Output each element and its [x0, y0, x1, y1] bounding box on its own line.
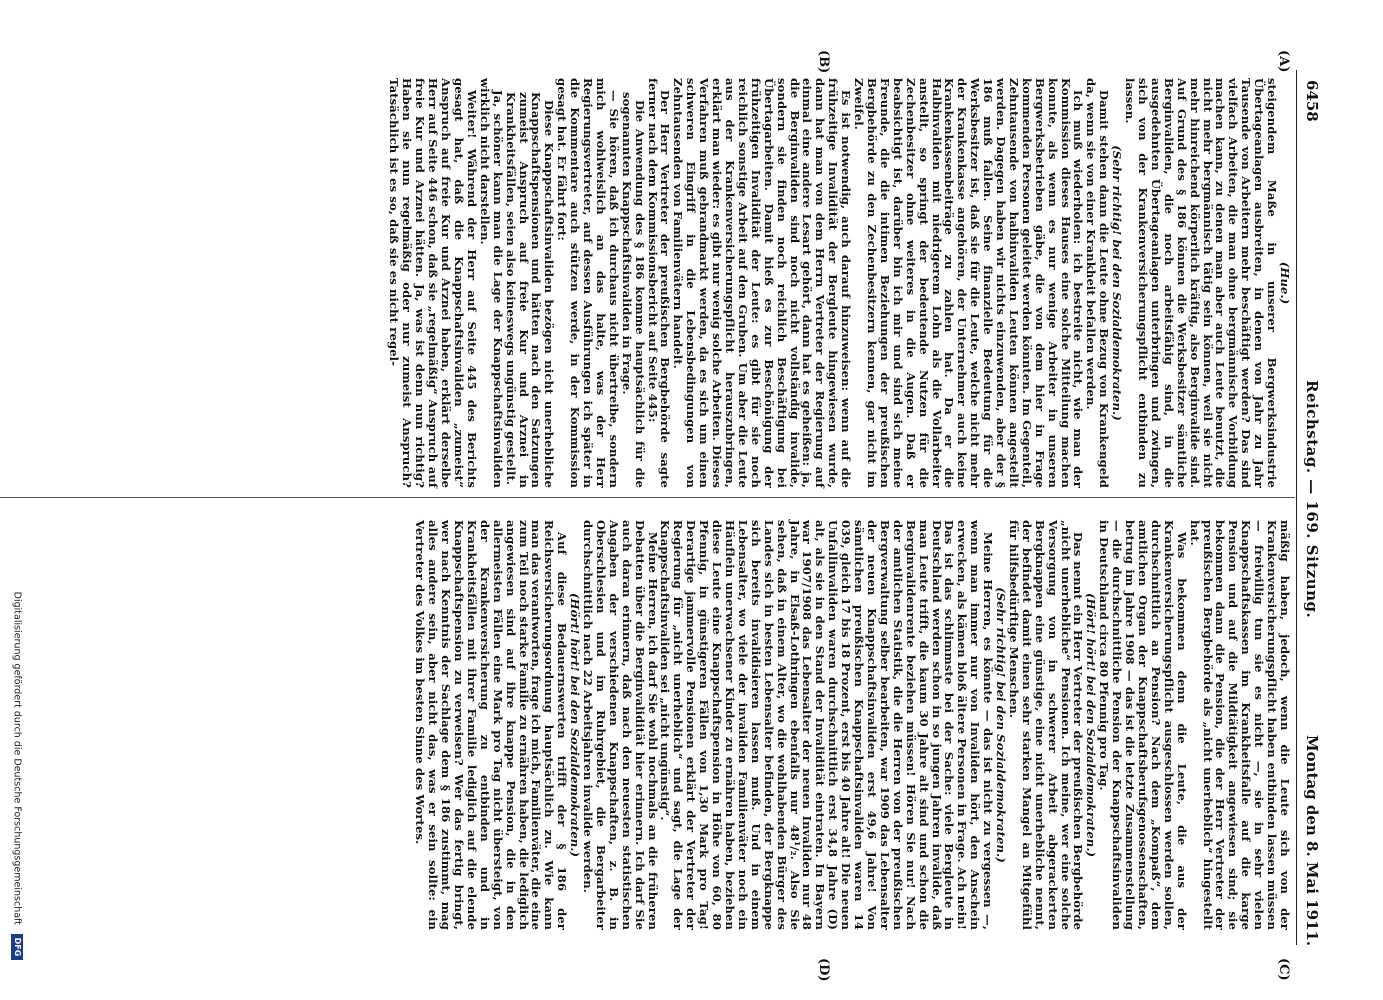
interjection: (Sehr richtig! bei den Sozialdemokraten.)	[1110, 145, 1125, 421]
paragraph: mäßig haben, jedoch, wenn die Leute sich von der Krankenversicherungspflicht haben entbinden lassen müssen — freiwillig tun sie es nicht —, sie in sehr vielen Knappschaftskassen im Krankheitsfalle auf die karge Pension und auf die Mildtätigkeit angewiesen sind; sie bekommen dann die Pension, die der Herr Vertreter der preußischen Bergbehörde als „nicht unerheblich“ hingestellt hat.	[1187, 520, 1292, 930]
margin-letter-a: (A)	[1276, 50, 1291, 73]
header-title: Reichstag. — 169. Sitzung.	[1303, 380, 1321, 619]
paragraph: Was bekommen denn die Leute, die aus der Krankenversicherungspflicht ausgeschlossen werden sollen, durchschnittlich an Pension? Nach dem „Kompaß“, dem amtlichen Organ der Knappschaftsberufsgenossenschaften, betrug im Jahre 1908 — das ist die letzte Zusammenstellung — die durchschnittliche Pension der Knappschaftsinvaliden in Deutschland circa 80 Pfennig pro Tag.	[1097, 520, 1189, 930]
paragraph: Meine Herren, es könnte — das ist nicht zu vergessen —, wenn man immer nur von Invaliden hört, den Anschein erwecken, als kämen bloß ältere Personen in Frage. Ach nein! Das ist das schlimmste bei der Sache: viele Bergleute in Deutschland werden schon in so jungen Jahren invalide, daß man Leute trifft, die kaum 30 Jahre alt sind und schon die Berginvalidenrente beziehen müssen! Hören Sie nur! Nach der amtlichen Statistik, die die Herren von der preußischen Bergverwaltung selber bearbeiten, war 1909 das Lebensalter der neuen Knappschaftsinvaliden erst 49,6 Jahre! Von sämtlichen preußischen Knappschaftsinvaliden waren 14 039, gleich 17 bis 18 Prozent, erst bis 40 Jahre alt! Die neuen Unfallinvaliden waren durchschnittlich erst 34,8 Jahre (D) alt, als sie in den Stand der Invalidität eintraten. In Bayern war 1907/1908 das Lebensalter der neuen Invaliden nur 48 Jahre, in Elsaß-Lothringen ebenfalls nur 48¹/₂. Also Sie sehen, daß in einem Alter, wo die wohlhabenden Bürger des Landes sich in besten Lebensalter befinden, der Bergknappe sich bereits invalidisieren lassen muß. Und in einem Lebensalter, wo viele der invaliden Familienväter noch ein Häuflein unerwachsener Kinder zu ernähren haben, beziehen diese Leute eine Knappschaftspension in Höhe von 60, 80 Pfennig, in günstigeren Fällen von 1,30 Mark pro Tag! Derartige jammervolle Pensionen erklärt der Vertreter der Regierung für „nicht unerheblich“ und sagt, die Lage der Knappschaftsinvaliden sei „nicht ungünstig“.	[658, 520, 996, 930]
digitization-note: Digitalisierung gefördert durch die Deutsche Forschungsgemeinschaft	[11, 591, 23, 925]
header-rule	[1296, 70, 1297, 945]
running-head	[1299, 0, 1321, 1000]
speaker-name: (Hue.)	[1278, 261, 1292, 305]
margin-letter-d: (D)	[816, 958, 831, 982]
paragraph: Damit stehen dann die Leute ohne Bezug von Krankengeld da, wenn sie von einer Krankheit befallen werden.	[1084, 78, 1112, 488]
paragraph: steigendem Maße in unserer Bergwerksindustrie Übertageanlagen ausbreiten, in denen von Jahr zu Jahr Tausende von Arbeitern mehr beschäftigt werden? Das sind vielfach Arbeiten, die man ohne bergmännische Vorbildung machen kann, zu denen man aber auch Leute benutzt, die nicht mehr bergmännisch tätig sein können, weil sie nicht mehr hinreichend körperlich kräftig, also Berginvalide sind. Auf Grund des § 186 können die Werksbesitzer sämtliche Berginvaliden, die noch arbeitsfähig sind, in die ausgedehnten Übertageanlagen unterbringen und zwingen, sich von der Krankenversicherungspflicht entbinden zu lassen.	[1123, 78, 1280, 488]
paragraph: — Sie hören, daß ich durchaus nicht übertreibe, sondern mich wohlweislich an das halte, was der Herr Regierungsvertreter, auf dessen Ausführungen ich später in die Kommentare auch stützen werde, in der Kommission gesagt hat. Er fährt fort:	[555, 78, 621, 488]
paragraph: Der Herr Vertreter der preußischen Bergbehörde sagte ferner nach dem Kommissionsbericht auf Seite 445:	[645, 78, 673, 488]
paragraph: Auf diese Bedauernswerten trifft der § 186 der Reichsversicherungsordnung hauptsächlich zu. Wie kann man das verantworten, frage ich mich, Familienväter, die eine zum Teil noch starke Familie zu ernähren haben, die lediglich angewiesen sind auf ihre knappe Pension, die in den allermeisten Fällen eine Mark pro Tag nicht übersteigt, von der Krankenversicherung zu entbinden und in Krankheitsfällen mit ihrer Familie lediglich auf die elende Knappschaftspension zu verweisen? Wer das fertig bringt, wer nach Kenntnis der Sachlage dem § 186 zustimmt, mag alles andere sein, aber nicht das, was er sein sollte: ein Vertreter des Volkes im besten Sinne des Wortes.	[413, 520, 570, 930]
right-column	[413, 520, 1291, 930]
column-divider	[0, 497, 1295, 498]
interjection: (Hört! hört! bei den Sozialdemokraten.)	[1084, 592, 1099, 858]
interjection: (Sehr richtig! bei den Sozialdemokraten.)	[994, 587, 1009, 863]
paragraph: Es ist notwendig, auch darauf hinzuweisen: wenn auf die frühzeitige Invalidität der Bergleute hingewiesen wurde, dann hat man von dem Herrn Vertreter der Regierung auf einmal eine andere Lesart gehört, dann hat es geheißen: ja, die Berginvaliden sind noch nicht vollständig invalide, sondern sie finden noch reichlich Beschäftigung bei Übertagarbeiten. Damit hieß es zur Beschönigung der frühzeitigen Invalidität der Leute: es gibt für sie noch reichlich sonstige Arbeit auf den Gruben. Um aber die Leute aus der Krankenversicherungspflicht herauszubringen, erklärt man wieder: es gibt nur wenig solche Arbeiten. Dieses Verfahren muß gebrandmarkt werden, da es sich um einen schweren Eingriff in die Lebensbedingungen von Zehntausenden von Familienvätern handelt.	[671, 78, 854, 488]
left-column	[388, 78, 1291, 488]
paragraph: Weiter! Während der Herr auf Seite 445 des Berichts gesagt hat, daß die Knappschaftsinvaliden „zumeist“ Anspruch auf freie Kur und Arznei haben, erklärt derselbe Herr auf Seite 446 schon, daß sie „regelmäßig“ Anspruch auf freie Kur und Arznei hätten. Ja, was ist denn nun richtig? Haben sie nun regelmäßig oder nur zumeist Anspruch? Tatsächlich ist es so, daß sie es nicht regel-	[387, 78, 479, 488]
dfg-logo: DFG	[11, 934, 23, 960]
paragraph: Ja, schöner kann man die Lage der Knappschaftsinvaliden wirklich nicht darstellen.	[477, 78, 505, 488]
margin-letter-c: (C)	[1276, 958, 1291, 981]
page-number: 6458	[1303, 80, 1321, 122]
header-date: Montag den 8. Mai 1911.	[1303, 735, 1321, 947]
interjection: (Hört! hört! bei den Sozialdemokraten.)	[568, 592, 583, 858]
quotation: Die Anwendung des § 186 komme hauptsächlich für die sogenannten Knappschaftsinvaliden in Frage.	[619, 92, 647, 488]
quotation: Diese Knappschaftsinvaliden bezögen nicht unerhebliche Knappschaftspensionen und hätten nach den Satzungen zumeist Anspruch auf freie Kur und Arznei in Krankheitsfällen, seien also keineswegs ungünstig gestellt.	[503, 92, 557, 488]
digitization-footer	[11, 0, 23, 960]
paragraph: Meine Herren, ich darf Sie wohl nochmals an die früheren Debatten über die Berginvalidität hier erinnern. Ich darf Sie auch daran erinnern, daß nach den neuesten statistischen Angaben der verschiedenen Knappschaften, z. B. in Oberschlesien und im Ruhrgebiet, die Bergarbeiter durchschnittlich nach 22 Arbeitsjahren invalide werden.	[581, 520, 660, 930]
margin-letter-b: (B)	[816, 50, 831, 74]
paragraph: Das nennt ein Herr Vertreter der preußischen Bergbehörde „nicht unerhebliche“ Pensionen. Ich meine, wer eine solche Versorgung von in schwerer Arbeit abgerackerten Bergknappen eine günstige, eine nicht unerhebliche nennt, der befindet damit einen sehr starken Mangel an Mitgefühl für hilfsbedürftige Menschen.	[1006, 520, 1086, 930]
paragraph: Ich muß wiederholen: ich bestreite nicht, wie man der Kommission dieses Hauses eine solche Mitteilung machen konnte, als wenn es nur wenige Arbeiter in unseren Bergwerksbetrieben gäbe, die von dem hier in Frage kommenden Personen geleitet werden könnten. Im Gegenteil, Zehntausende von halbinvaliden Leuten können angestellt werden. Dagegen haben wir nichts einzuwenden, aber der § 186 muß fallen. Seine finanzielle Bedeutung für die Werksbesitzer ist, daß sie für die Leute, welche nicht mehr der Krankenkasse angehören, der Unternehmer auch keine Krankenkassenbeiträge zu zahlen hat. Da er die Halbinvaliden mit niedrigerem Lohn als die Vollarbeiter anstellt, so springt der bedeutende Nutzen für die Zechenbesitzer ohne weiteres in die Augen. Daß er beabsichtigt ist, darüber bin ich mir und sind sich meine Freunde, die die intimen Beziehungen der preußischen Bergbehörde zu den Zechenbesitzern kennen, gar nicht im Zweifel.	[852, 78, 1086, 488]
